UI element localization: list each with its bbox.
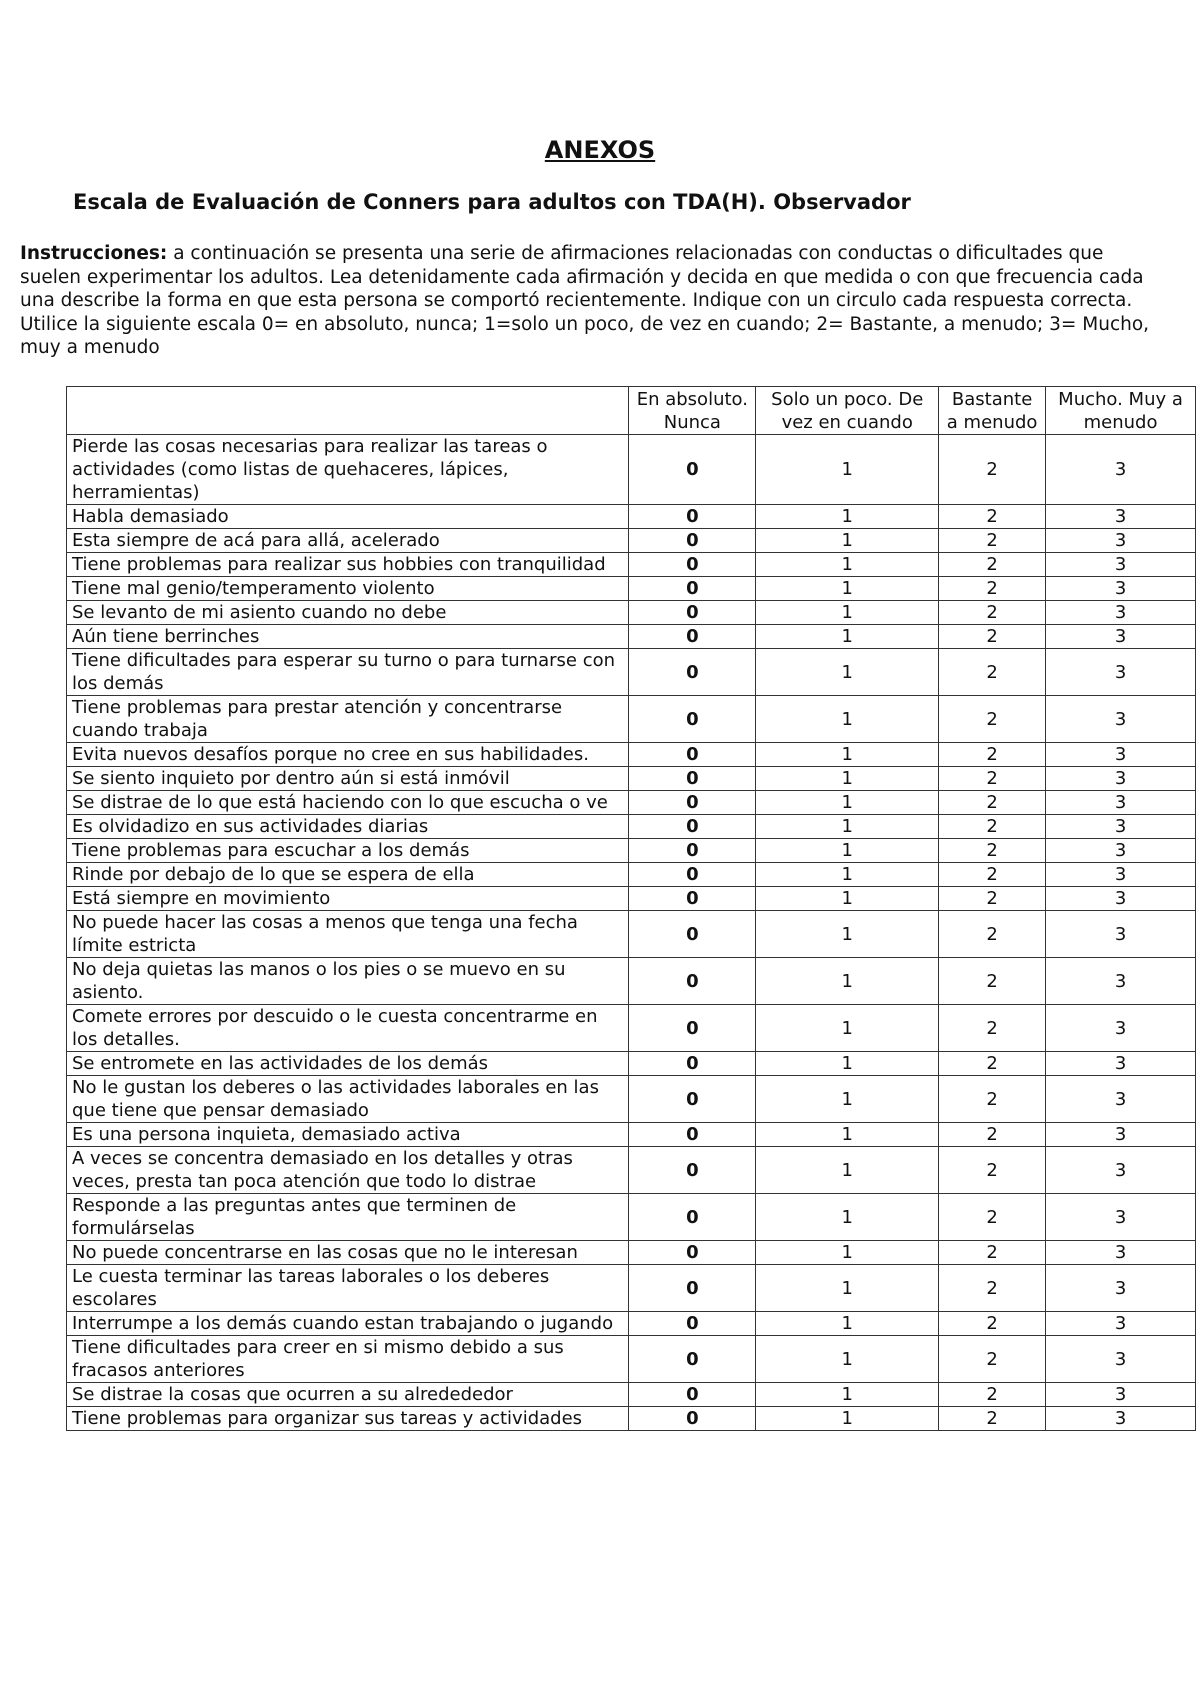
table-row [67, 577, 1196, 601]
score-option-1[interactable]: 1 [756, 553, 939, 577]
score-option-2[interactable]: 2 [939, 743, 1046, 767]
score-option-0[interactable]: 0 [629, 767, 756, 791]
score-option-1[interactable]: 1 [756, 649, 939, 696]
score-option-1[interactable]: 1 [756, 435, 939, 505]
score-option-0[interactable]: 0 [629, 505, 756, 529]
score-option-3[interactable]: 3 [1046, 767, 1196, 791]
table-row [67, 743, 1196, 767]
score-option-2[interactable]: 2 [939, 791, 1046, 815]
score-option-3[interactable]: 3 [1046, 1005, 1196, 1052]
score-option-1[interactable]: 1 [756, 1241, 939, 1265]
score-option-1[interactable]: 1 [756, 601, 939, 625]
score-option-2[interactable]: 2 [939, 435, 1046, 505]
score-option-1[interactable]: 1 [756, 1336, 939, 1383]
row-statement: Tiene dificultades para creer en si mismo debido a sus fracasos anteriores [67, 1336, 629, 1383]
score-option-1[interactable]: 1 [756, 791, 939, 815]
row-statement: Tiene mal genio/temperamento violento [67, 577, 629, 601]
score-option-2[interactable]: 2 [939, 1123, 1046, 1147]
score-option-0[interactable]: 0 [629, 435, 756, 505]
header-mucho: Mucho. Muy a menudo [1046, 387, 1196, 435]
score-option-2[interactable]: 2 [939, 601, 1046, 625]
score-option-3[interactable]: 3 [1046, 505, 1196, 529]
score-option-1[interactable]: 1 [756, 1076, 939, 1123]
score-option-3[interactable]: 3 [1046, 887, 1196, 911]
table-row [67, 553, 1196, 577]
score-option-1[interactable]: 1 [756, 815, 939, 839]
row-statement: Aún tiene berrinches [67, 625, 629, 649]
score-option-1[interactable]: 1 [756, 696, 939, 743]
table-row [67, 601, 1196, 625]
table-row [67, 815, 1196, 839]
row-statement: Se entromete en las actividades de los demás [67, 1052, 629, 1076]
score-option-2[interactable]: 2 [939, 529, 1046, 553]
score-option-1[interactable]: 1 [756, 911, 939, 958]
instructions-label: Instrucciones: [20, 243, 168, 264]
score-option-3[interactable]: 3 [1046, 1265, 1196, 1312]
header-bastante: Bastante a menudo [939, 387, 1046, 435]
score-option-0[interactable]: 0 [629, 887, 756, 911]
row-statement: A veces se concentra demasiado en los detalles y otras veces, presta tan poca atención que todo lo distrae [67, 1147, 629, 1194]
score-option-2[interactable]: 2 [939, 767, 1046, 791]
score-option-3[interactable]: 3 [1046, 649, 1196, 696]
score-option-0[interactable]: 0 [629, 601, 756, 625]
score-option-2[interactable]: 2 [939, 553, 1046, 577]
score-option-2[interactable]: 2 [939, 1147, 1046, 1194]
score-option-3[interactable]: 3 [1046, 1336, 1196, 1383]
score-option-0[interactable]: 0 [629, 815, 756, 839]
row-statement: Rinde por debajo de lo que se espera de ella [67, 863, 629, 887]
score-option-0[interactable]: 0 [629, 529, 756, 553]
table-row [67, 529, 1196, 553]
row-statement: Está siempre en movimiento [67, 887, 629, 911]
score-option-3[interactable]: 3 [1046, 1312, 1196, 1336]
score-option-1[interactable]: 1 [756, 1005, 939, 1052]
score-option-0[interactable]: 0 [629, 1147, 756, 1194]
score-option-1[interactable]: 1 [756, 1194, 939, 1241]
score-option-0[interactable]: 0 [629, 625, 756, 649]
table-row [67, 911, 1196, 958]
score-option-2[interactable]: 2 [939, 649, 1046, 696]
score-option-0[interactable]: 0 [629, 1194, 756, 1241]
table-row [67, 1076, 1196, 1123]
score-option-0[interactable]: 0 [629, 696, 756, 743]
row-statement: Pierde las cosas necesarias para realizar las tareas o actividades (como listas de quehaceres, lápices, herramientas) [67, 435, 629, 505]
score-option-2[interactable]: 2 [939, 1241, 1046, 1265]
table-row [67, 1052, 1196, 1076]
score-option-3[interactable]: 3 [1046, 625, 1196, 649]
score-option-2[interactable]: 2 [939, 815, 1046, 839]
row-statement: Es olvidadizo en sus actividades diarias [67, 815, 629, 839]
score-option-2[interactable]: 2 [939, 1194, 1046, 1241]
score-option-3[interactable]: 3 [1046, 577, 1196, 601]
table-row [67, 1241, 1196, 1265]
row-statement: Se distrae de lo que está haciendo con lo que escucha o ve [67, 791, 629, 815]
score-option-0[interactable]: 0 [629, 1005, 756, 1052]
score-option-0[interactable]: 0 [629, 1383, 756, 1407]
score-option-0[interactable]: 0 [629, 1076, 756, 1123]
row-statement: No puede concentrarse en las cosas que no le interesan [67, 1241, 629, 1265]
score-option-3[interactable]: 3 [1046, 553, 1196, 577]
score-option-0[interactable]: 0 [629, 1336, 756, 1383]
score-option-2[interactable]: 2 [939, 839, 1046, 863]
table-row [67, 791, 1196, 815]
table-row [67, 887, 1196, 911]
score-option-3[interactable]: 3 [1046, 1241, 1196, 1265]
score-option-2[interactable]: 2 [939, 505, 1046, 529]
table-row [67, 1194, 1196, 1241]
table-row [67, 505, 1196, 529]
table-row [67, 1336, 1196, 1383]
score-option-3[interactable]: 3 [1046, 529, 1196, 553]
score-option-2[interactable]: 2 [939, 911, 1046, 958]
score-option-1[interactable]: 1 [756, 505, 939, 529]
table-row [67, 958, 1196, 1005]
score-option-0[interactable]: 0 [629, 553, 756, 577]
score-option-3[interactable]: 3 [1046, 1052, 1196, 1076]
conners-scale-table [66, 386, 1196, 1431]
table-row [67, 1312, 1196, 1336]
table-row [67, 625, 1196, 649]
row-statement: Tiene problemas para realizar sus hobbies con tranquilidad [67, 553, 629, 577]
score-option-0[interactable]: 0 [629, 911, 756, 958]
score-option-1[interactable]: 1 [756, 839, 939, 863]
score-option-0[interactable]: 0 [629, 1052, 756, 1076]
score-option-0[interactable]: 0 [629, 1123, 756, 1147]
score-option-3[interactable]: 3 [1046, 839, 1196, 863]
score-option-2[interactable]: 2 [939, 1407, 1046, 1431]
table-row [67, 1383, 1196, 1407]
score-option-1[interactable]: 1 [756, 625, 939, 649]
score-option-0[interactable]: 0 [629, 863, 756, 887]
score-option-2[interactable]: 2 [939, 1052, 1046, 1076]
page-title: ANEXOS [544, 136, 656, 164]
score-option-1[interactable]: 1 [756, 529, 939, 553]
row-statement: Le cuesta terminar las tareas laborales o los deberes escolares [67, 1265, 629, 1312]
score-option-2[interactable]: 2 [939, 863, 1046, 887]
row-statement: Interrumpe a los demás cuando estan trabajando o jugando [67, 1312, 629, 1336]
score-option-1[interactable]: 1 [756, 1383, 939, 1407]
score-option-0[interactable]: 0 [629, 649, 756, 696]
score-option-3[interactable]: 3 [1046, 815, 1196, 839]
header-solo-un-poco: Solo un poco. De vez en cuando [756, 387, 939, 435]
row-statement: Tiene problemas para escuchar a los demás [67, 839, 629, 863]
instructions-text: a continuación se presenta una serie de afirmaciones relacionadas con conductas o dificultades que suelen experimentar los adultos. Lea detenidamente cada afirmación y decida en que medida o con que frecuencia cada una describe la forma en que esta persona se comportó recientemente. Indique con un circulo cada respuesta correcta. Utilice la siguiente escala 0= en absoluto, nunca; 1=solo un poco, de vez en cuando; 2= Bastante, a menudo; 3= Mucho, muy a menudo [20, 243, 1150, 358]
score-option-3[interactable]: 3 [1046, 435, 1196, 505]
instructions-paragraph [20, 242, 1150, 360]
row-statement: No le gustan los deberes o las actividades laborales en las que tiene que pensar demasiado [67, 1076, 629, 1123]
row-statement: Tiene problemas para organizar sus tareas y actividades [67, 1407, 629, 1431]
score-option-2[interactable]: 2 [939, 1383, 1046, 1407]
score-option-3[interactable]: 3 [1046, 696, 1196, 743]
score-option-2[interactable]: 2 [939, 1312, 1046, 1336]
row-statement: Se siento inquieto por dentro aún si está inmóvil [67, 767, 629, 791]
row-statement: Es una persona inquieta, demasiado activa [67, 1123, 629, 1147]
score-option-0[interactable]: 0 [629, 839, 756, 863]
row-statement: Se levanto de mi asiento cuando no debe [67, 601, 629, 625]
score-option-3[interactable]: 3 [1046, 1076, 1196, 1123]
score-option-3[interactable]: 3 [1046, 863, 1196, 887]
score-option-0[interactable]: 0 [629, 1407, 756, 1431]
score-option-3[interactable]: 3 [1046, 1123, 1196, 1147]
table-header-row [67, 387, 1196, 435]
score-option-1[interactable]: 1 [756, 1147, 939, 1194]
score-option-0[interactable]: 0 [629, 1312, 756, 1336]
score-option-2[interactable]: 2 [939, 1265, 1046, 1312]
score-option-3[interactable]: 3 [1046, 1383, 1196, 1407]
table-row [67, 435, 1196, 505]
score-option-3[interactable]: 3 [1046, 791, 1196, 815]
score-option-2[interactable]: 2 [939, 1076, 1046, 1123]
score-option-3[interactable]: 3 [1046, 911, 1196, 958]
row-statement: Comete errores por descuido o le cuesta concentrarme en los detalles. [67, 1005, 629, 1052]
row-statement: Esta siempre de acá para allá, acelerado [67, 529, 629, 553]
table-row [67, 1123, 1196, 1147]
score-option-1[interactable]: 1 [756, 1123, 939, 1147]
score-option-0[interactable]: 0 [629, 577, 756, 601]
row-statement: Se distrae la cosas que ocurren a su alredededor [67, 1383, 629, 1407]
table-row [67, 1265, 1196, 1312]
score-option-1[interactable]: 1 [756, 1265, 939, 1312]
table-row [67, 1407, 1196, 1431]
header-item [67, 387, 629, 435]
score-option-3[interactable]: 3 [1046, 601, 1196, 625]
row-statement: Tiene dificultades para esperar su turno o para turnarse con los demás [67, 649, 629, 696]
table-row [67, 1005, 1196, 1052]
score-option-2[interactable]: 2 [939, 1336, 1046, 1383]
table-row [67, 839, 1196, 863]
header-nunca: En absoluto. Nunca [629, 387, 756, 435]
score-option-1[interactable]: 1 [756, 1312, 939, 1336]
row-statement: Habla demasiado [67, 505, 629, 529]
score-option-0[interactable]: 0 [629, 1265, 756, 1312]
row-statement: No deja quietas las manos o los pies o se muevo en su asiento. [67, 958, 629, 1005]
score-option-2[interactable]: 2 [939, 958, 1046, 1005]
score-option-1[interactable]: 1 [756, 863, 939, 887]
score-option-3[interactable]: 3 [1046, 1147, 1196, 1194]
score-option-1[interactable]: 1 [756, 1407, 939, 1431]
score-option-1[interactable]: 1 [756, 958, 939, 1005]
score-option-3[interactable]: 3 [1046, 958, 1196, 1005]
row-statement: Tiene problemas para prestar atención y concentrarse cuando trabaja [67, 696, 629, 743]
score-option-1[interactable]: 1 [756, 1052, 939, 1076]
score-option-3[interactable]: 3 [1046, 1407, 1196, 1431]
score-option-2[interactable]: 2 [939, 625, 1046, 649]
table-row [67, 696, 1196, 743]
scale-subtitle: Escala de Evaluación de Conners para adultos con TDA(H). Observador [73, 190, 911, 214]
score-option-3[interactable]: 3 [1046, 1194, 1196, 1241]
score-option-0[interactable]: 0 [629, 1241, 756, 1265]
score-option-1[interactable]: 1 [756, 577, 939, 601]
score-option-0[interactable]: 0 [629, 743, 756, 767]
score-option-2[interactable]: 2 [939, 696, 1046, 743]
score-option-1[interactable]: 1 [756, 887, 939, 911]
row-statement: Evita nuevos desafíos porque no cree en sus habilidades. [67, 743, 629, 767]
table-row [67, 649, 1196, 696]
table-row [67, 863, 1196, 887]
score-option-3[interactable]: 3 [1046, 743, 1196, 767]
table-row [67, 1147, 1196, 1194]
score-option-2[interactable]: 2 [939, 1005, 1046, 1052]
score-option-0[interactable]: 0 [629, 791, 756, 815]
score-option-1[interactable]: 1 [756, 767, 939, 791]
score-option-2[interactable]: 2 [939, 577, 1046, 601]
row-statement: No puede hacer las cosas a menos que tenga una fecha límite estricta [67, 911, 629, 958]
table-row [67, 767, 1196, 791]
score-option-2[interactable]: 2 [939, 887, 1046, 911]
score-option-1[interactable]: 1 [756, 743, 939, 767]
score-option-0[interactable]: 0 [629, 958, 756, 1005]
row-statement: Responde a las preguntas antes que terminen de formulárselas [67, 1194, 629, 1241]
